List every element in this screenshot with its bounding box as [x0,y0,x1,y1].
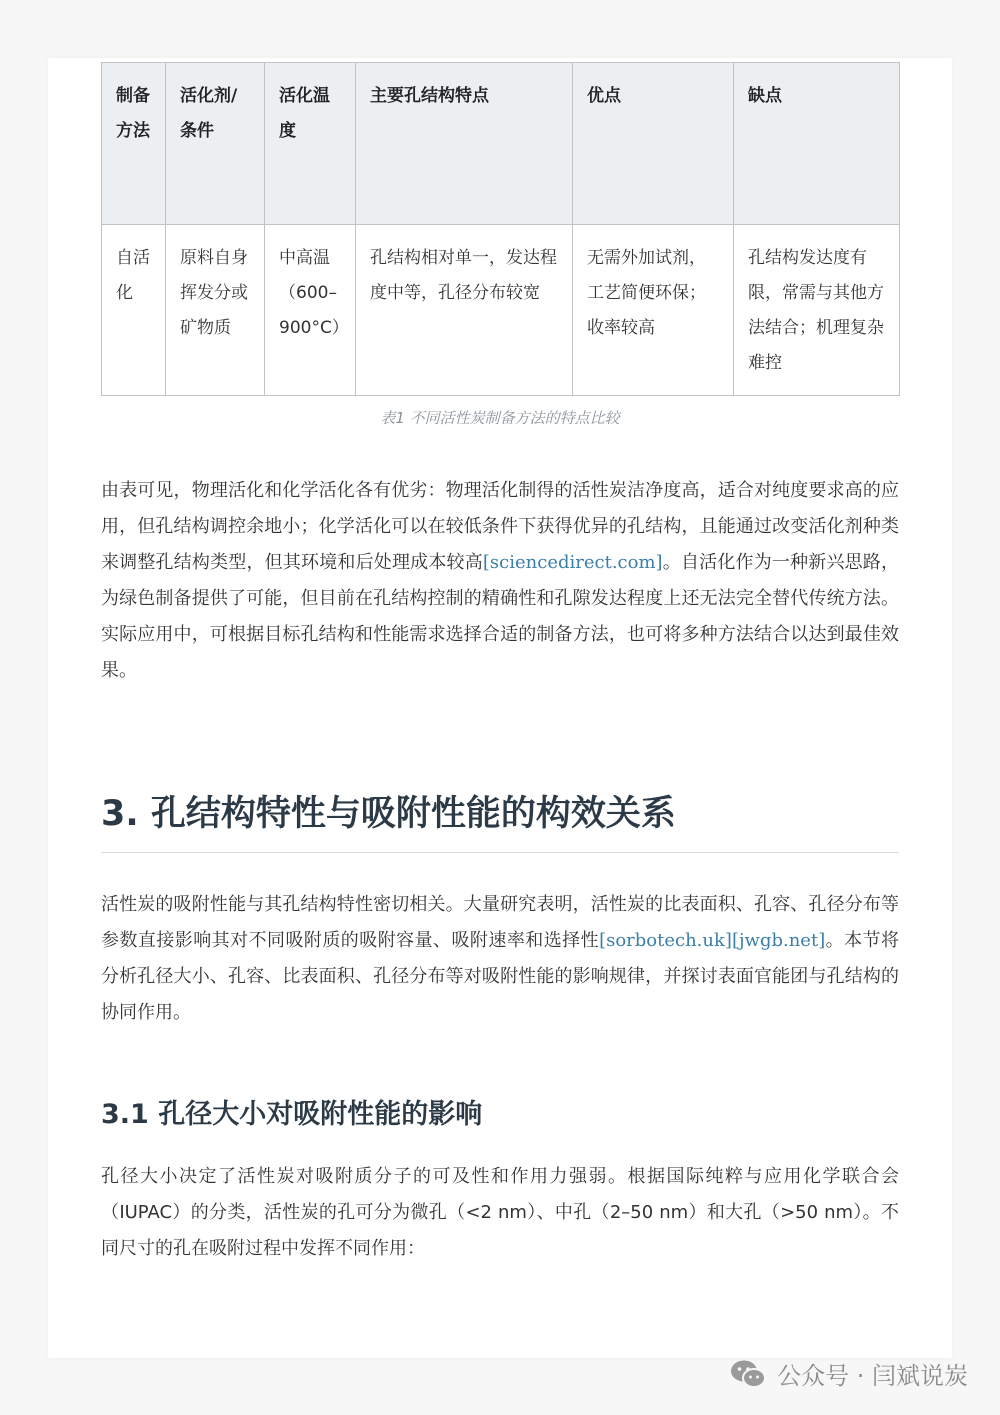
table-cell: 无需外加试剂，工艺简便环保；收率较高 [573,225,734,396]
section-3-1-heading: 3.1 孔径大小对吸附性能的影响 [101,1099,483,1130]
reference-link-jwgb[interactable]: [jwgb.net] [731,930,826,951]
table-row [102,225,900,396]
table-header-cell: 活化温度 [265,63,356,225]
table-header-cell: 优点 [573,63,734,225]
table-header-row [102,63,900,225]
watermark [729,1356,968,1391]
table-header-cell: 活化剂/条件 [166,63,265,225]
table-cell: 自活化 [102,225,166,396]
reference-link-sciencedirect[interactable]: [sciencedirect.com] [482,552,663,573]
wechat-icon [729,1359,767,1389]
reference-link-sorbotech[interactable]: [sorbotech.uk] [599,930,732,951]
paragraph-text: 。本节将分析孔径大小、孔容、比表面积、孔径分布等对吸附性能的影响规律，并探讨表面官能团与孔结构的协同作用。 [101,930,900,1023]
paragraph-text: 由表可见，物理活化和化学活化各有优劣：物理活化制得的活性炭洁净度高，适合对纯度要求高的应用，但孔结构调控余地小；化学活化可以在较低条件下获得优异的孔结构，且能通过改变活化剂种类来调整孔结构类型，但其环境和后处理成本较高 [101,480,899,573]
table-cell: 原料自身挥发分或矿物质 [166,225,265,396]
table-cell: 孔结构相对单一，发达程度中等，孔径分布较宽 [356,225,573,396]
table-cell: 中高温（600–900°C） [265,225,356,396]
watermark-text: 公众号 · 闫斌说炭 [777,1362,968,1390]
paragraph-section-3-intro [101,887,899,1031]
table-header-cell: 缺点 [734,63,900,225]
paragraph-comparison-summary [101,473,899,689]
table-cell: 孔结构发达度有限，常需与其他方法结合；机理复杂难控 [734,225,900,396]
paragraph-section-3-1: 孔径大小决定了活性炭对吸附质分子的可及性和作用力强弱。根据国际纯粹与应用化学联合会（IUPAC）的分类，活性炭的孔可分为微孔（<2 nm）、中孔（2–50 nm）和大孔（>50 nm）。不同尺寸的孔在吸附过程中发挥不同作用： [101,1166,899,1259]
table-header-cell: 制备方法 [102,63,166,225]
table-header-cell: 主要孔结构特点 [356,63,573,225]
table-caption: 表1 不同活性炭制备方法的特点比较 [380,409,620,427]
paragraph-text: 。自活化作为一种新兴思路，为绿色制备提供了可能，但目前在孔结构控制的精确性和孔隙发达程度上还无法完全替代传统方法。实际应用中，可根据目标孔结构和性能需求选择合适的制备方法，也可将多种方法结合以达到最佳效果。 [101,552,899,681]
section-3-heading: 3. 孔结构特性与吸附性能的构效关系 [101,786,899,853]
paragraph-text: 活性炭的吸附性能与其孔结构特性密切相关。大量研究表明，活性炭的比表面积、孔容、孔径分布等参数直接影响其对不同吸附质的吸附容量、吸附速率和选择性 [101,894,899,951]
comparison-table [101,62,900,396]
